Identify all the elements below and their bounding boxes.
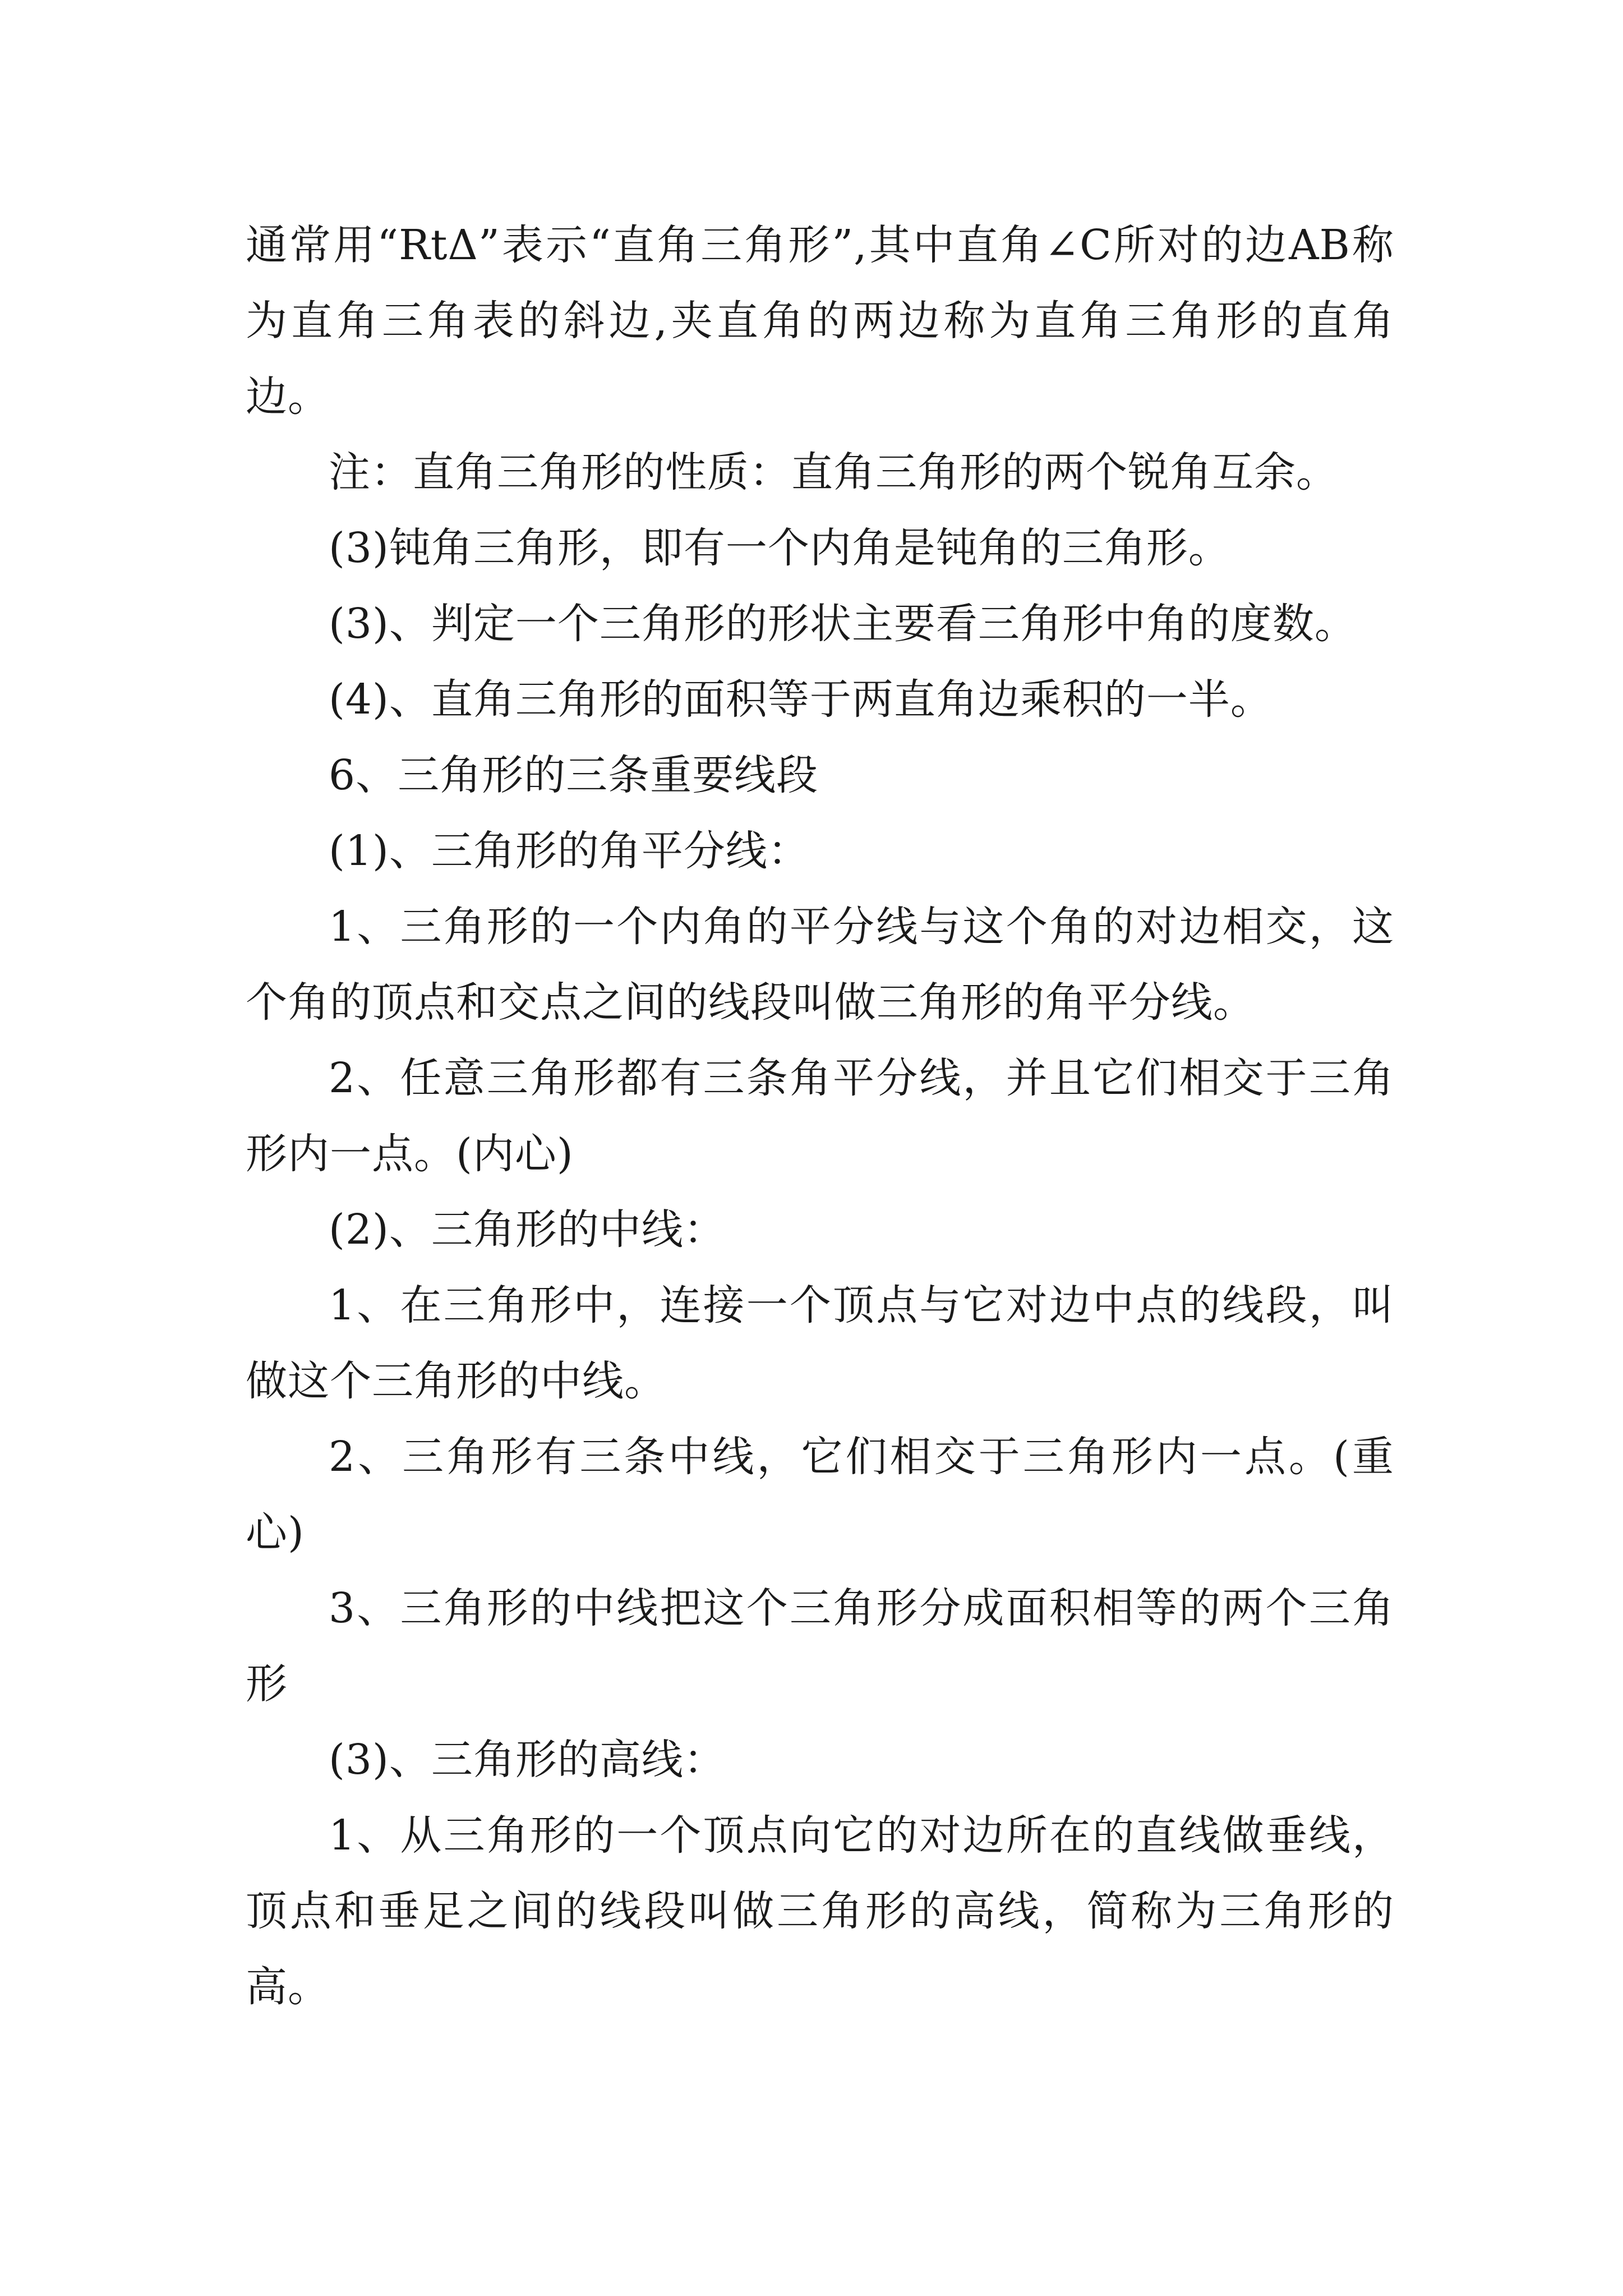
paragraph-obtuse-triangle: (3)钝角三角形，即有一个内角是钝角的三角形。	[329, 524, 1230, 572]
subheading-angle-bisector: (1)、三角形的角平分线：	[329, 827, 810, 875]
paragraph-right-triangle-property: 注：直角三角形的性质：直角三角形的两个锐角互余。	[329, 448, 1338, 496]
paragraph-median-definition: 1、在三角形中，连接一个顶点与它对边中点的线段，叫做这个三角形的中线。	[246, 1281, 1394, 1405]
subheading-altitude: (3)、三角形的高线：	[329, 1736, 726, 1784]
paragraph-median-centroid: 2、三角形有三条中线，它们相交于三角形内一点。(重心)	[246, 1433, 1394, 1557]
section-heading-important-segments: 6、三角形的三条重要线段	[329, 751, 819, 799]
paragraph-angle-bisector-incenter: 2、任意三角形都有三条角平分线，并且它们相交于三角形内一点。(内心)	[246, 1054, 1394, 1178]
paragraph-right-triangle-definition: 通常用“RtΔ”表示“直角三角形”,其中直角∠C所对的边AB称为直角三角表的斜边,夹直角的两边称为直角三角形的直角边。	[246, 221, 1394, 421]
paragraph-angle-bisector-definition: 1、三角形的一个内角的平分线与这个角的对边相交，这个角的顶点和交点之间的线段叫做三角形的角平分线。	[246, 903, 1394, 1027]
paragraph-triangle-shape-judgement: (3)、判定一个三角形的形状主要看三角形中角的度数。	[329, 600, 1357, 648]
paragraph-altitude-definition: 1、从三角形的一个顶点向它的对边所在的直线做垂线，顶点和垂足之间的线段叫做三角形的高线，简称为三角形的高。	[246, 1811, 1394, 2011]
subheading-median: (2)、三角形的中线：	[329, 1205, 726, 1254]
paragraph-right-triangle-area: (4)、直角三角形的面积等于两直角边乘积的一半。	[329, 675, 1272, 724]
document-body	[246, 208, 1394, 2025]
paragraph-median-area: 3、三角形的中线把这个三角形分成面积相等的两个三角形	[246, 1584, 1394, 1708]
